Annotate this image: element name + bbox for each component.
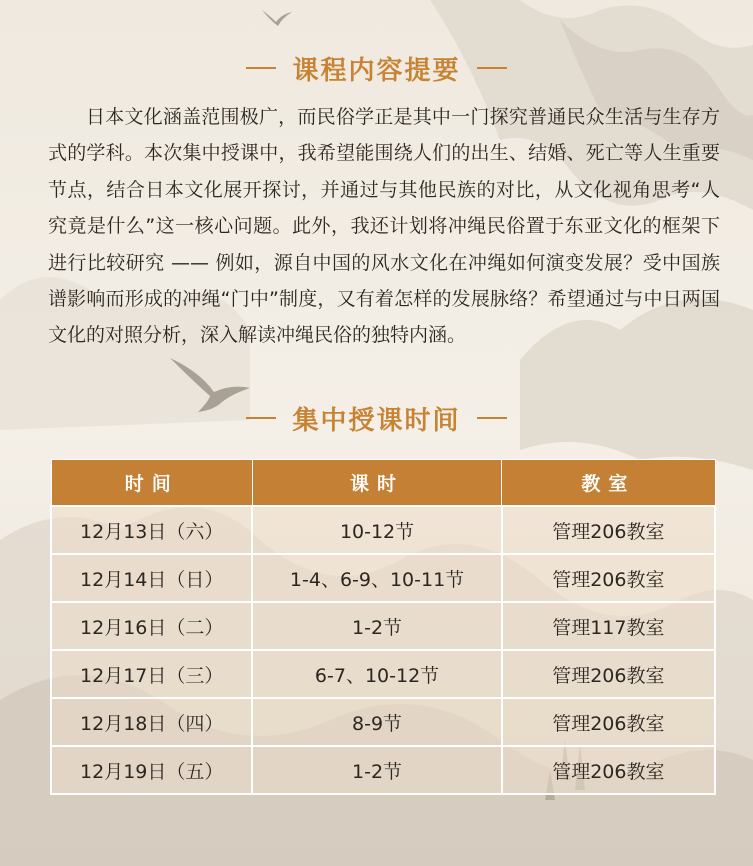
section-title-schedule bbox=[0, 398, 753, 438]
table-header-row bbox=[51, 460, 715, 507]
cell-classroom: 管理206教室 bbox=[502, 746, 715, 794]
cell-periods: 10-12节 bbox=[252, 506, 501, 554]
cell-date: 12月13日（六） bbox=[51, 506, 252, 554]
cell-date: 12月18日（四） bbox=[51, 698, 252, 746]
cell-periods: 6-7、10-12节 bbox=[252, 650, 501, 698]
cell-classroom: 管理117教室 bbox=[502, 602, 715, 650]
section-title-text: 集中授课时间 bbox=[292, 405, 461, 436]
table-row bbox=[51, 698, 715, 746]
cell-date: 12月14日（日） bbox=[51, 554, 252, 602]
intro-paragraph: 日本文化涵盖范围极广，而民俗学正是其中一门探究普通民众生活与生存方式的学科。本次集中授课中，我希望能围绕人们的出生、结婚、死亡等人生重要节点，结合日本文化展开探讨，并通过与其他民族的对比，从文化视角思考“人究竟是什么”这一核心问题。此外，我还计划将冲绳民俗置于东亚文化的框架下进行比较研究 —— 例如，源自中国的风水文化在冲绳如何演变发展？受中国族谱影响而形成的冲绳“门中”制度，又有着怎样的发展脉络？希望通过与中日两国文化的对照分析，深入解读冲绳民俗的独特内涵。 bbox=[48, 106, 720, 347]
cell-classroom: 管理206教室 bbox=[502, 698, 715, 746]
cell-date: 12月16日（二） bbox=[51, 602, 252, 650]
cell-classroom: 管理206教室 bbox=[502, 650, 715, 698]
cell-date: 12月19日（五） bbox=[51, 746, 252, 794]
cell-classroom: 管理206教室 bbox=[502, 506, 715, 554]
table-row bbox=[51, 746, 715, 794]
cell-classroom: 管理206教室 bbox=[502, 554, 715, 602]
table-row bbox=[51, 602, 715, 650]
cell-periods: 1-2节 bbox=[252, 602, 501, 650]
cell-date: 12月17日（三） bbox=[51, 650, 252, 698]
title-right-dash bbox=[477, 67, 507, 69]
table-row bbox=[51, 650, 715, 698]
table-row bbox=[51, 554, 715, 602]
title-right-dash bbox=[477, 417, 507, 419]
schedule-table bbox=[50, 459, 716, 795]
title-left-dash bbox=[246, 417, 276, 419]
section-title-text: 课程内容提要 bbox=[292, 55, 461, 86]
cell-periods: 8-9节 bbox=[252, 698, 501, 746]
title-left-dash bbox=[246, 67, 276, 69]
column-header-periods: 课时 bbox=[252, 460, 501, 507]
column-header-time: 时间 bbox=[51, 460, 252, 507]
cell-periods: 1-2节 bbox=[252, 746, 501, 794]
table-row bbox=[51, 506, 715, 554]
section-title-course-summary bbox=[0, 48, 753, 88]
cell-periods: 1-4、6-9、10-11节 bbox=[252, 554, 501, 602]
column-header-classroom: 教室 bbox=[502, 460, 715, 507]
